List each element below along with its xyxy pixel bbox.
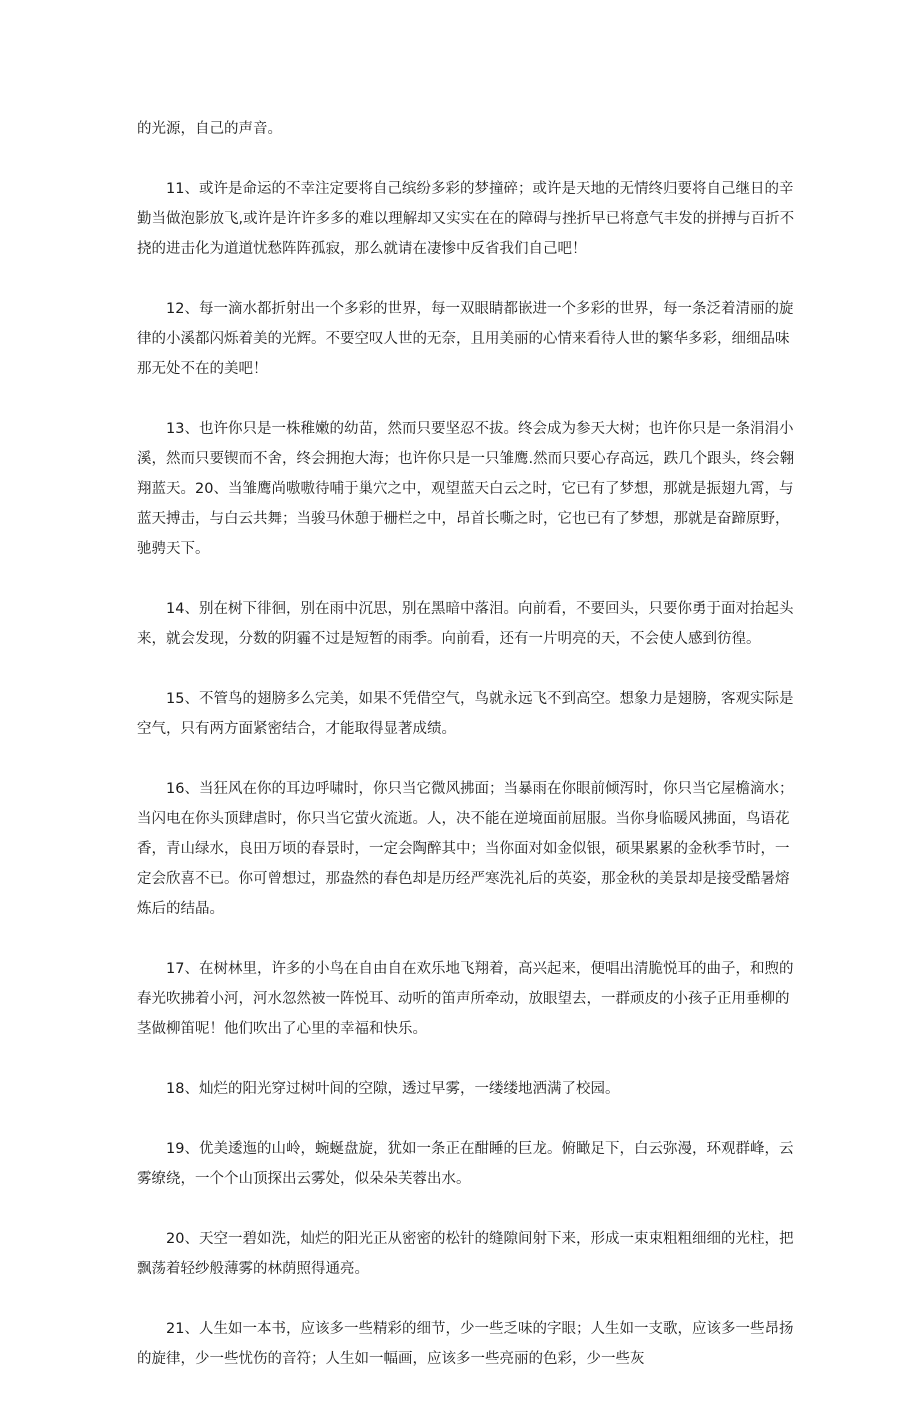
paragraph-14: 14、别在树下徘徊，别在雨中沉思，别在黑暗中落泪。向前看，不要回头，只要你勇于面对抬起头来，就会发现，分数的阴霾不过是短暂的雨季。向前看，还有一片明亮的天，不会使人感到彷徨。 <box>137 601 794 647</box>
paragraph-19: 19、优美逶迤的山岭，蜿蜒盘旋，犹如一条正在酣睡的巨龙。俯瞰足下，白云弥漫，环观群峰，云雾缭绕，一个个山顶探出云雾处，似朵朵芙蓉出水。 <box>137 1141 794 1187</box>
paragraph-18: 18、灿烂的阳光穿过树叶间的空隙，透过早雾，一缕缕地洒满了校园。 <box>166 1081 620 1097</box>
paragraph-15: 15、不管鸟的翅膀多么完美，如果不凭借空气，鸟就永远飞不到高空。想象力是翅膀，客观实际是空气，只有两方面紧密结合，才能取得显著成绩。 <box>137 691 794 737</box>
paragraph-20: 20、天空一碧如洗，灿烂的阳光正从密密的松针的缝隙间射下来，形成一束束粗粗细细的光柱，把飘荡着轻纱般薄雾的林荫照得通亮。 <box>137 1231 794 1277</box>
document-body <box>137 114 798 1404</box>
paragraph-13: 13、也许你只是一株稚嫩的幼苗，然而只要坚忍不拔。终会成为参天大树；也许你只是一条涓涓小溪，然而只要锲而不舍，终会拥抱大海；也许你只是一只雏鹰.然而只要心存高远，跌几个跟头，终会翱翔蓝天。20、当雏鹰尚嗷嗷待哺于巢穴之中，观望蓝天白云之时，它已有了梦想，那就是振翅九霄，与蓝天搏击，与白云共舞；当骏马休憩于栅栏之中，昂首长嘶之时，它也已有了梦想，那就是奋蹄原野，驰骋天下。 <box>137 421 795 557</box>
paragraph-17: 17、在树林里，许多的小鸟在自由自在欢乐地飞翔着，高兴起来，便唱出清脆悦耳的曲子，和煦的春光吹拂着小河，河水忽然被一阵悦耳、动听的笛声所牵动，放眼望去，一群顽皮的小孩子正用垂柳的茎做柳笛呢！他们吹出了心里的幸福和快乐。 <box>137 961 794 1037</box>
paragraph-12: 12、每一滴水都折射出一个多彩的世界，每一双眼睛都嵌进一个多彩的世界，每一条泛着清丽的旋律的小溪都闪烁着美的光辉。不要空叹人世的无奈，且用美丽的心情来看待人世的繁华多彩，细细品味那无处不在的美吧！ <box>137 301 794 377</box>
paragraph-16: 16、当狂风在你的耳边呼啸时，你只当它微风拂面；当暴雨在你眼前倾泻时，你只当它屋檐滴水；当闪电在你头顶肆虐时，你只当它萤火流逝。人，决不能在逆境面前屈服。当你身临暖风拂面，鸟语花香，青山绿水，良田万顷的春景时，一定会陶醉其中；当你面对如金似银，硕果累累的金秋季节时，一定会欣喜不已。你可曾想过，那盎然的春色却是历经严寒洗礼后的英姿，那金秋的美景却是接受酷暑熔炼后的结晶。 <box>137 781 794 917</box>
paragraph-11: 11、或许是命运的不幸注定要将自己缤纷多彩的梦撞碎；或许是天地的无情终归要将自己继日的辛勤当做泡影放飞,或许是许许多多的难以理解却又实实在在的障碍与挫折早已将意气丰发的拼搏与百折不挠的进击化为道道忧愁阵阵孤寂，那么就请在凄惨中反省我们自己吧！ <box>137 181 795 257</box>
paragraph-21: 21、人生如一本书，应该多一些精彩的细节，少一些乏味的字眼；人生如一支歌，应该多一些昂扬的旋律，少一些忧伤的音符；人生如一幅画，应该多一些亮丽的色彩，少一些灰 <box>137 1321 794 1367</box>
paragraph-continuation: 的光源，自己的声音。 <box>137 121 282 137</box>
